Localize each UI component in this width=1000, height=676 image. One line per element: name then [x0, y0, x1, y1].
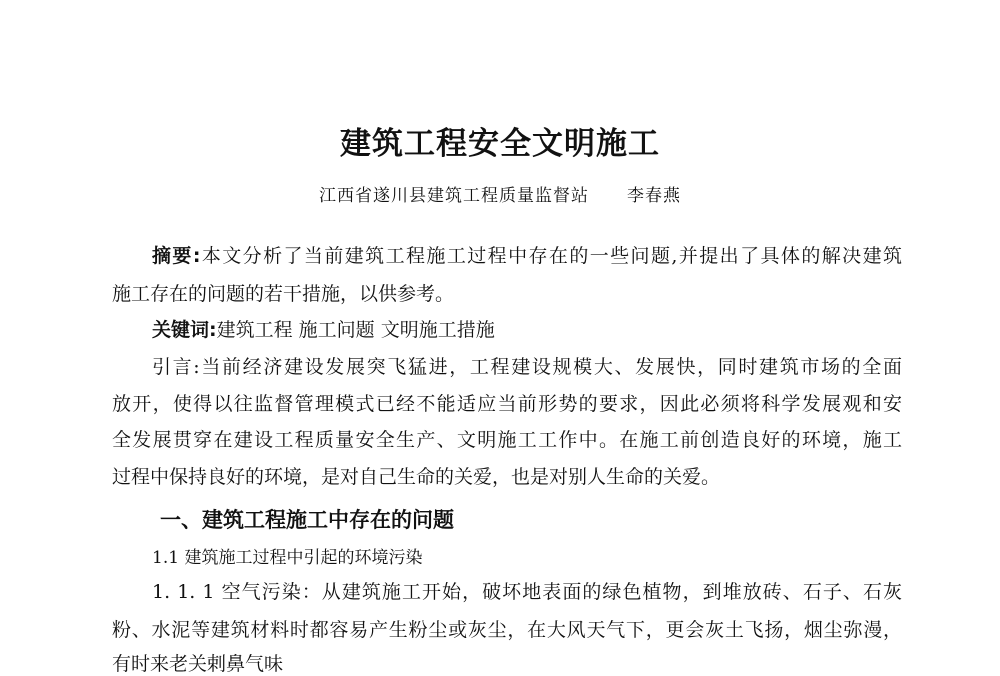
- author-name: 李春燕: [627, 186, 681, 206]
- intro-line-4: 过程中保持良好的环境，是对自己生命的关爱，也是对别人生命的关爱。: [112, 466, 721, 488]
- section-heading: 一、建筑工程施工中存在的问题: [160, 508, 454, 532]
- para-line-1: 1. 1. 1 空气污染：从建筑施工开始，破坏地表面的绿色植物，到堆放砖、石子、石灰: [152, 581, 902, 603]
- abstract-label: 摘要:: [152, 245, 201, 267]
- keywords-label: 关键词:: [152, 319, 217, 341]
- document-title: 建筑工程安全文明施工: [340, 126, 660, 162]
- intro-line-3: 全发展贯穿在建设工程质量安全生产、文明施工工作中。在施工前创造良好的环境，施工: [112, 429, 902, 451]
- para-line-3: 有时来老关剌鼻气味: [112, 653, 284, 675]
- author-line: [0, 181, 1000, 206]
- abstract-line-2: 施工存在的问题的若干措施，以供参考。: [112, 283, 455, 305]
- keywords-text: 建筑工程 施工问题 文明施工措施: [216, 319, 495, 341]
- para-line-2: 粉、水泥等建筑材料时都容易产生粉尘或灰尘，在大风天气下，更会灰土飞扬，烟尘弥漫，: [112, 619, 902, 641]
- intro-label: 引言:: [152, 356, 200, 378]
- keywords-line: [152, 318, 902, 342]
- subsection-heading: 1.1 建筑施工过程中引起的环境污染: [152, 548, 423, 568]
- author-affiliation: 江西省遂川县建筑工程质量监督站: [319, 186, 589, 206]
- intro-line-2: 放开，使得以往监督管理模式已经不能适应当前形势的要求，因此必须将科学发展观和安: [112, 393, 902, 415]
- intro-line-1: [152, 355, 902, 379]
- intro-text-1: 当前经济建设发展突飞猛进，工程建设规模大、发展快，同时建筑市场的全面: [199, 356, 902, 378]
- abstract-line-1: [152, 244, 902, 268]
- abstract-text-1: 本文分析了当前建筑工程施工过程中存在的一些问题,并提出了具体的解决建筑: [200, 245, 902, 267]
